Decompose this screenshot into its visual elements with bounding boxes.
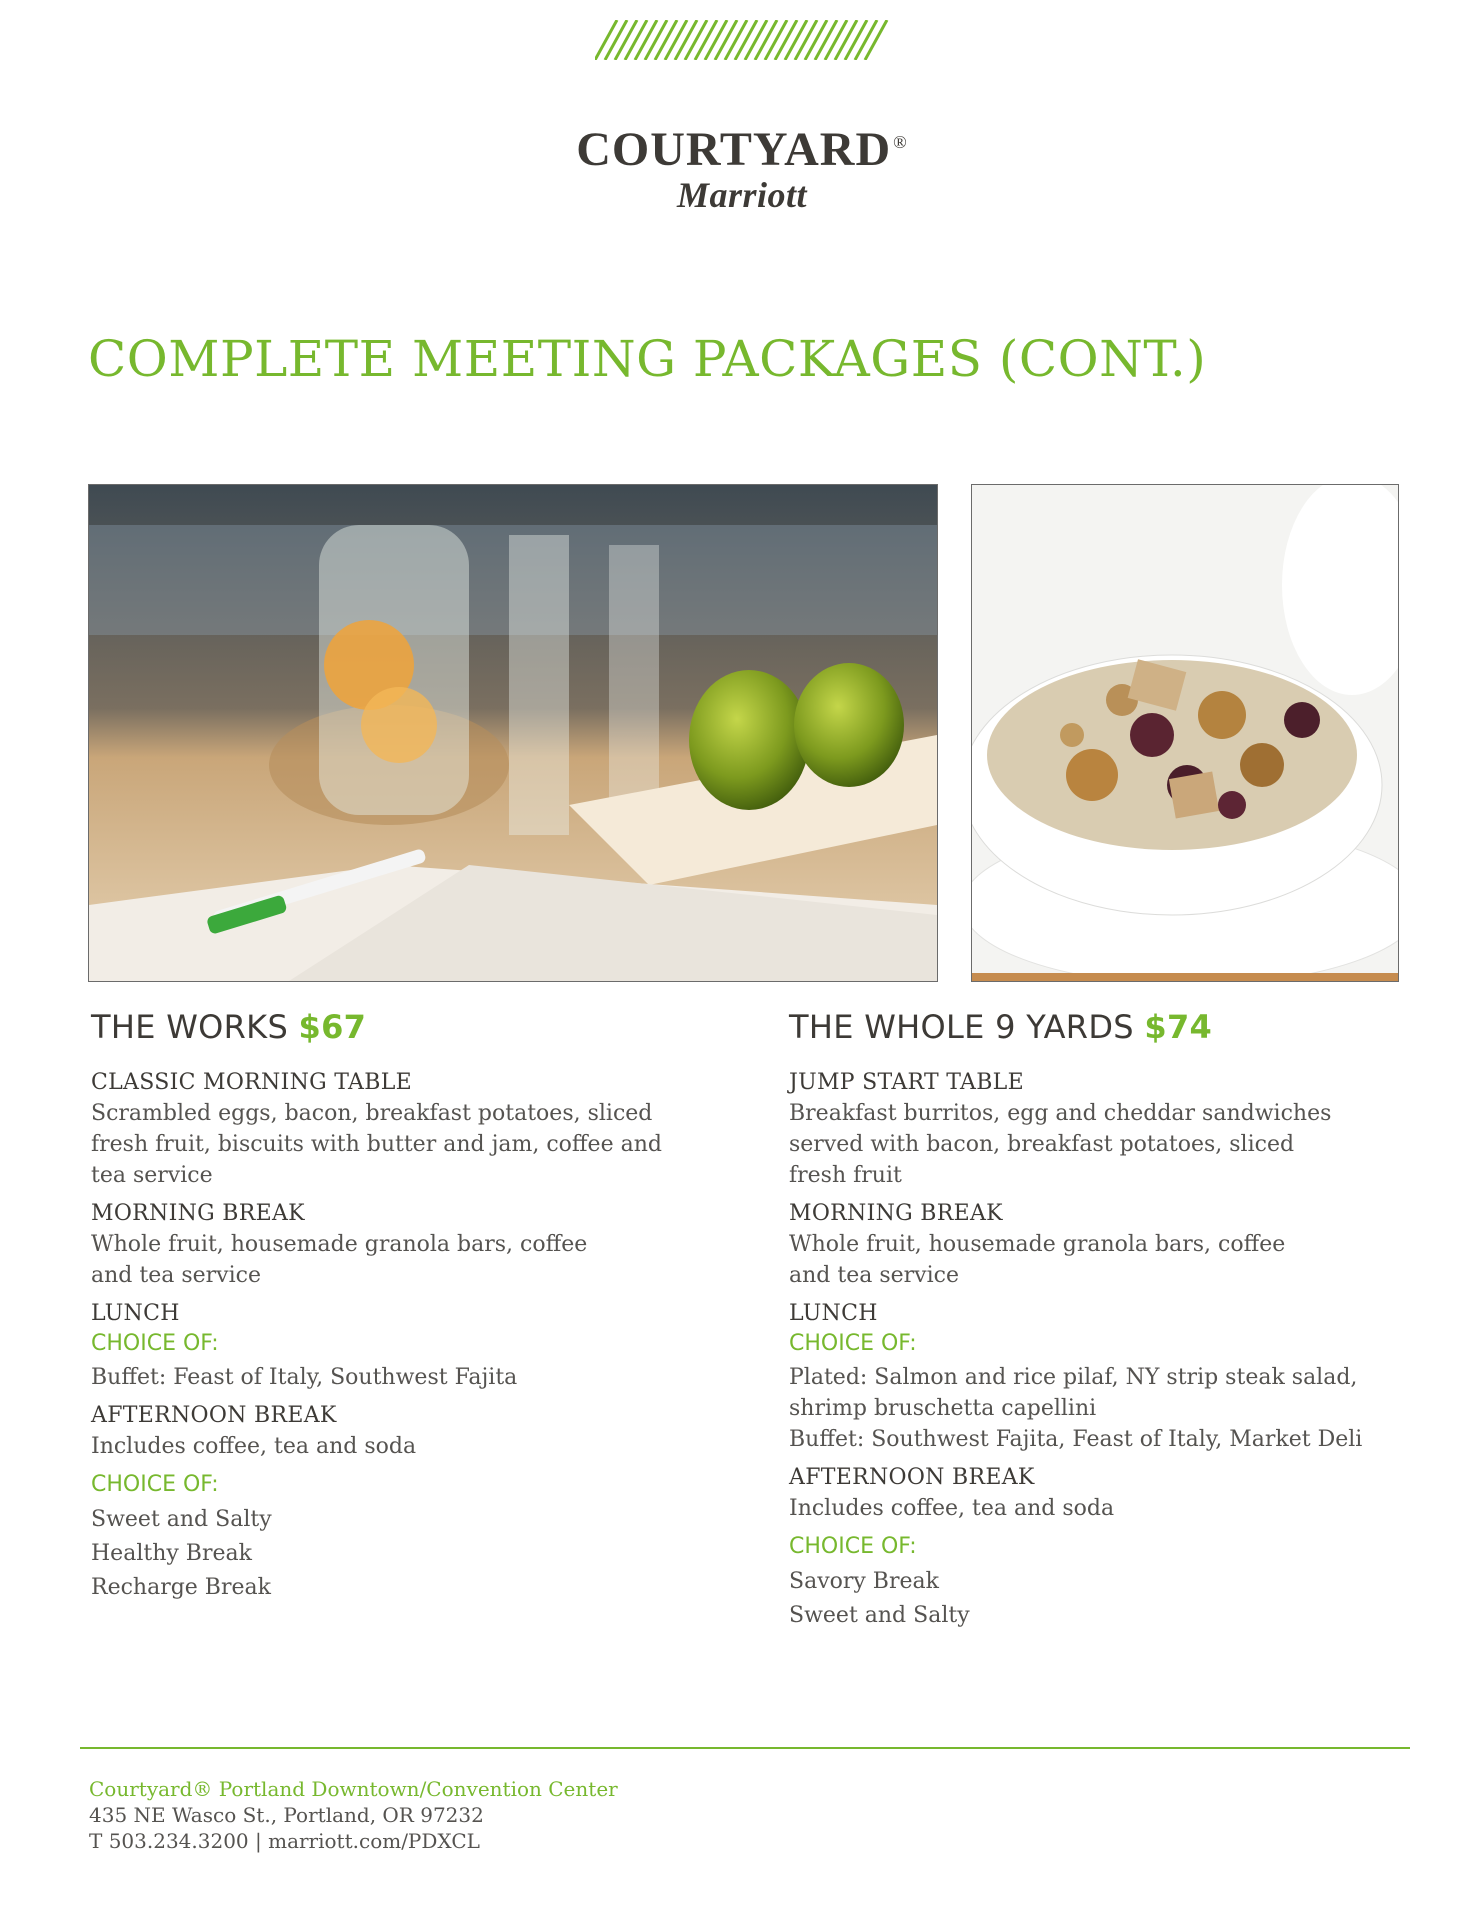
marriott-logo: Marriott [676,175,808,215]
afternoon-break-description: Includes coffee, tea and soda [91,1434,417,1459]
package-title [91,1008,711,1046]
afternoon-choice-label: CHOICE OF: [789,1534,917,1559]
package-the-works [91,1008,711,1605]
afternoon-break-heading: AFTERNOON BREAK [91,1403,337,1428]
list-item: Healthy Break [91,1541,252,1566]
afternoon-choice-label: CHOICE OF: [91,1472,219,1497]
registered-mark: ® [893,132,908,152]
breakfast-description [91,1098,711,1191]
oatmeal-bowl-photo [971,484,1399,982]
morning-break-heading: MORNING BREAK [789,1201,1003,1226]
text-line: Breakfast burritos, egg and cheddar sandwiches [789,1101,1332,1126]
afternoon-break-heading: AFTERNOON BREAK [789,1465,1035,1490]
afternoon-options-list [789,1565,1409,1633]
text-line: Plated: Salmon and rice pilaf, NY strip steak salad, [789,1365,1358,1390]
list-item: Sweet and Salty [789,1603,970,1628]
text-line: shrimp bruschetta capellini [789,1396,1097,1421]
text-line: Whole fruit, housemade granola bars, coffee [789,1232,1286,1257]
courtyard-logo [0,122,1484,177]
footer [89,1776,618,1854]
text-line: tea service [91,1163,213,1188]
breakfast-heading: JUMP START TABLE [789,1070,1024,1095]
lunch-heading: LUNCH [91,1301,180,1326]
afternoon-break-description: Includes coffee, tea and soda [789,1496,1115,1521]
text-line: fresh fruit [789,1163,902,1188]
morning-break-description [789,1229,1409,1291]
lunch-choice-label: CHOICE OF: [91,1331,219,1356]
text-line: and tea service [789,1263,959,1288]
text-line: Buffet: Southwest Fajita, Feast of Italy, Market Deli [789,1427,1363,1452]
morning-break-description [91,1229,711,1291]
package-the-whole-9-yards [789,1008,1409,1633]
package-price: $74 [1144,1008,1213,1046]
list-item: Recharge Break [91,1575,271,1600]
meeting-table-photo [88,484,938,982]
page-title: COMPLETE MEETING PACKAGES (CONT.) [88,330,1207,388]
lunch-description [91,1362,711,1393]
package-name: THE WORKS [91,1008,289,1046]
text-line: fresh fruit, biscuits with butter and jam, coffee and [91,1132,662,1157]
hotel-name: Courtyard® Portland Downtown/Convention Center [89,1777,618,1801]
package-price: $67 [298,1008,367,1046]
hotel-contact: T 503.234.3200 | marriott.com/PDXCL [89,1829,480,1853]
list-item: Sweet and Salty [91,1507,272,1532]
list-item: Savory Break [789,1569,939,1594]
logo-wordmark: COURTYARD [576,123,892,176]
diagonal-stripes-graphic [595,20,895,60]
text-line: served with bacon, breakfast potatoes, sliced [789,1132,1295,1157]
footer-divider [80,1747,1410,1749]
lunch-choice-label: CHOICE OF: [789,1331,917,1356]
lunch-heading: LUNCH [789,1301,878,1326]
afternoon-options-list [91,1503,711,1605]
text-line: Whole fruit, housemade granola bars, coffee [91,1232,588,1257]
morning-break-heading: MORNING BREAK [91,1201,305,1226]
package-name: THE WHOLE 9 YARDS [789,1008,1134,1046]
text-line: Scrambled eggs, bacon, breakfast potatoes, sliced [91,1101,653,1126]
package-title [789,1008,1409,1046]
breakfast-description [789,1098,1409,1191]
text-line: and tea service [91,1263,261,1288]
lunch-description [789,1362,1409,1455]
hotel-address: 435 NE Wasco St., Portland, OR 97232 [89,1803,484,1827]
text-line: Buffet: Feast of Italy, Southwest Fajita [91,1365,518,1390]
breakfast-heading: CLASSIC MORNING TABLE [91,1070,412,1095]
